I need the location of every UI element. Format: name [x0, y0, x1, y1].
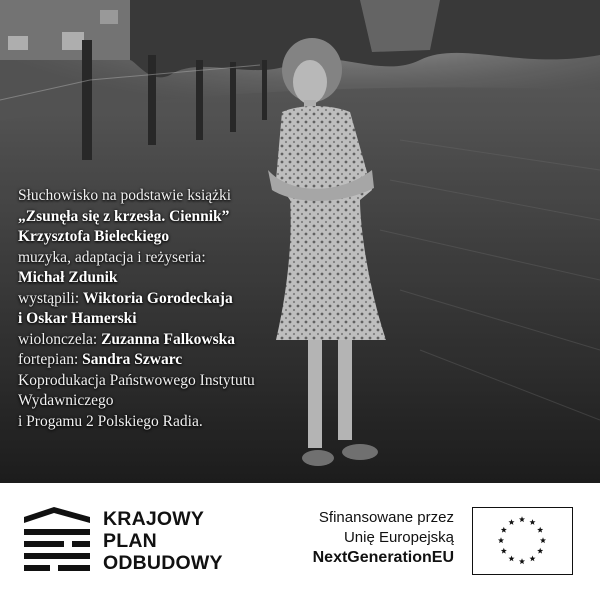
eu-star-icon: [508, 555, 514, 561]
eu-line-1: Sfinansowane przez: [318, 509, 454, 526]
eu-star-icon: [519, 558, 525, 564]
coproduction-line-2: Wydawniczego: [18, 392, 114, 409]
kpo-logo-icon: [24, 507, 90, 575]
eu-funding-text: [313, 508, 454, 568]
eu-star-icon: [519, 516, 525, 522]
eu-star-icon: [529, 519, 535, 525]
book-title: „Zsunęła się z krzesła. Ciennik”: [18, 207, 230, 225]
music-name: Michał Zdunik: [18, 269, 118, 286]
funding-footer: [0, 483, 600, 600]
eu-star-icon: [537, 548, 543, 554]
eu-star-icon: [498, 537, 504, 543]
music-label: muzyka, adaptacja i reżyseria:: [18, 248, 206, 266]
eu-flag-icon: [472, 507, 573, 575]
eu-star-icon: [540, 537, 546, 543]
kpo-line-1: KRAJOWY: [103, 508, 205, 530]
eu-star-icon: [501, 527, 507, 533]
credits-intro: Słuchowisko na podstawie książki: [18, 187, 232, 204]
coproduction-line-3: i Progamu 2 Polskiego Radia.: [18, 412, 203, 430]
author-name: Krzysztofa Bieleckiego: [18, 228, 170, 245]
coproduction-line-1: Koprodukacja Państwowego Instytutu: [18, 371, 255, 389]
kpo-line-3: ODBUDOWY: [103, 552, 223, 574]
eu-star-icon: [508, 519, 514, 525]
cast-name-1: Wiktoria Gorodeckaja: [83, 289, 233, 307]
kpo-line-2: PLAN: [103, 530, 157, 552]
eu-star-icon: [501, 548, 507, 554]
cast-name-2: i Oskar Hamerski: [18, 310, 137, 327]
eu-stars-circle: [473, 508, 571, 573]
piano-name: Sandra Szwarc: [82, 351, 183, 368]
eu-line-2: Unię Europejską: [343, 529, 454, 546]
cello-name: Zuzanna Falkowska: [101, 330, 236, 348]
piano-label: fortepian:: [18, 351, 79, 368]
eu-star-icon: [529, 555, 535, 561]
eu-line-3: NextGenerationEU: [312, 549, 454, 566]
kpo-wordmark: [103, 508, 223, 574]
credits-text: [18, 186, 318, 432]
eu-star-icon: [537, 527, 543, 533]
cast-label: wystąpili:: [18, 289, 80, 307]
cello-label: wiolonczela:: [18, 330, 98, 348]
